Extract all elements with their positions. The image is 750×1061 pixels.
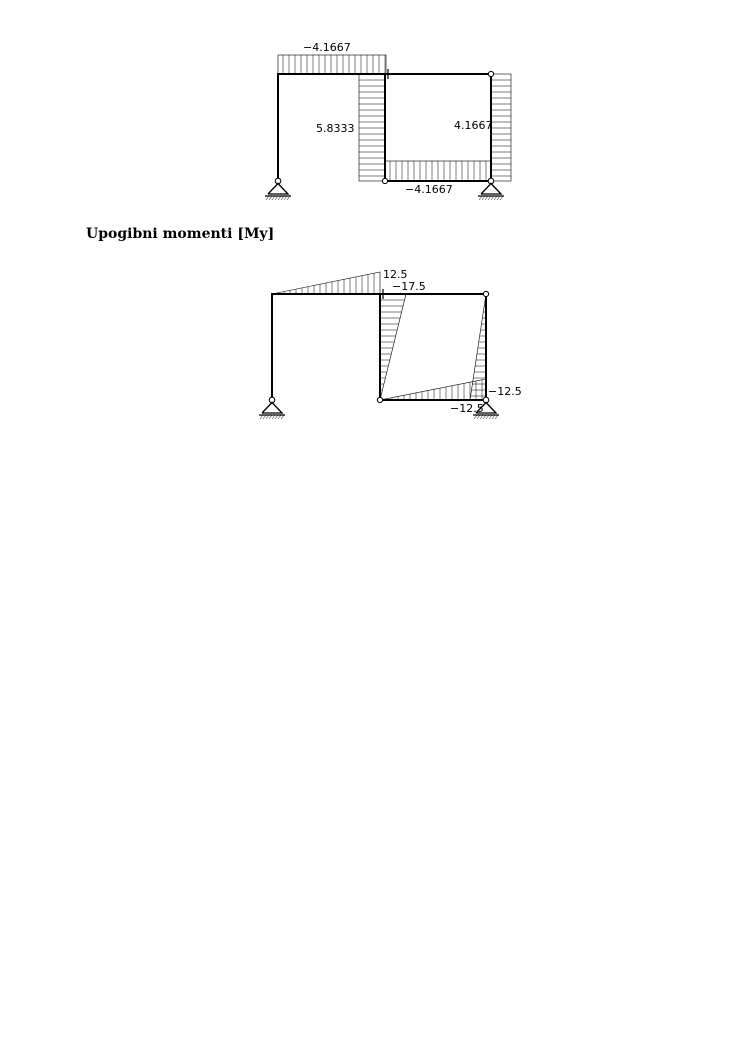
hinge-top-right (483, 291, 488, 296)
pin-support-left (259, 397, 285, 419)
moment-label-top-left-beam: 12.5 (383, 268, 408, 281)
moment-band-top-left-beam (272, 272, 380, 294)
moment-label-top-middle: −17.5 (392, 280, 426, 293)
bending-moment-diagram (0, 0, 750, 430)
moment-band-right-column (470, 294, 486, 400)
moment-label-bottom-beam: −12.5 (450, 402, 484, 415)
hinge-bottom-middle (377, 397, 382, 402)
shear-label-bottom-beam: −4.1667 (405, 183, 453, 196)
shear-label-middle-column: 5.8333 (316, 122, 355, 135)
frame-structure (272, 289, 489, 403)
section-heading: Upogibni momenti [My] (86, 226, 275, 242)
shear-label-top-left-beam: −4.1667 (303, 41, 351, 54)
moment-band-bottom-beam (380, 379, 486, 400)
shear-label-right-column: 4.1667 (454, 119, 493, 132)
moment-label-right-column: −12.5 (488, 385, 522, 398)
moment-band-middle-column (380, 294, 406, 400)
